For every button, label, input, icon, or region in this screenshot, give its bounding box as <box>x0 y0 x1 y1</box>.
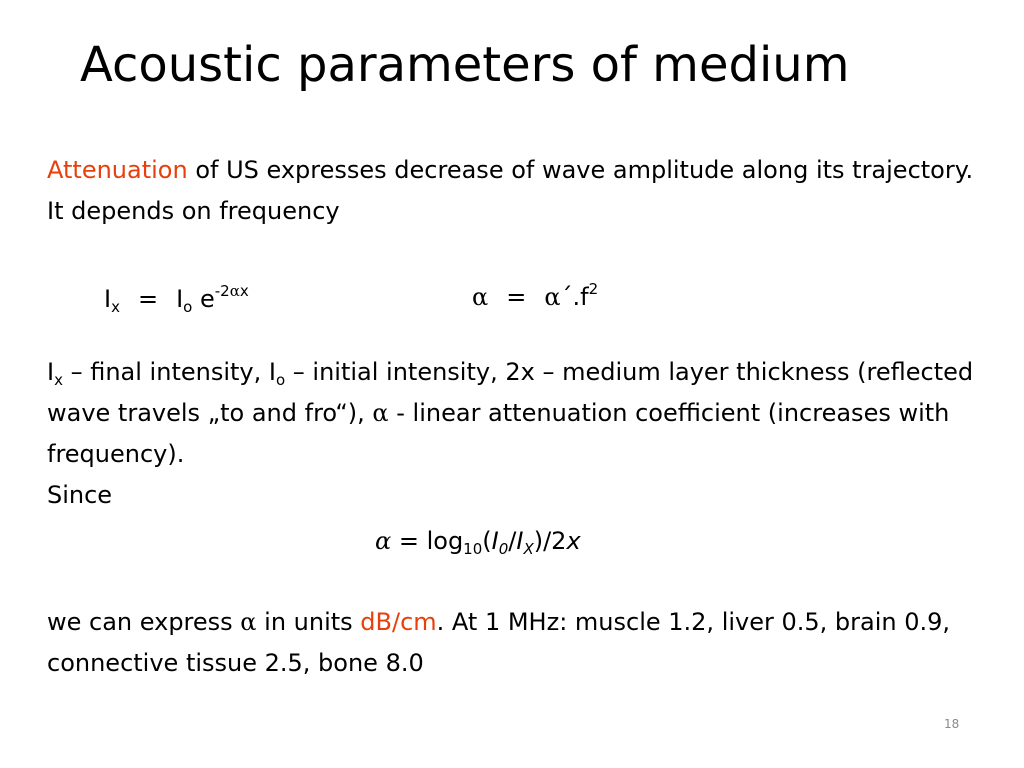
slide-title: Acoustic parameters of medium <box>80 37 850 93</box>
eq2-equals: = <box>506 283 527 311</box>
units-alpha: α <box>240 608 257 636</box>
def-alpha: α <box>372 399 389 427</box>
def-o-subscript: o <box>275 371 286 389</box>
attenuation-keyword: Attenuation <box>47 156 188 184</box>
eq1-I0: I <box>176 285 184 313</box>
def-x-subscript: x <box>54 371 63 389</box>
units-paragraph: we can express α in units dB/cm. At 1 MHz: muscle 1.2, liver 0.5, brain 0.9, connective tissue 2.5, bone 8.0 <box>47 608 951 677</box>
eq3-X-subscript: X <box>523 540 534 558</box>
eq1-x-subscript: x <box>111 298 120 316</box>
page-number: 18 <box>944 717 960 731</box>
def-I: I <box>47 358 55 386</box>
eq2-rest: ´.f <box>560 283 589 311</box>
eq2-alpha: α <box>472 283 489 311</box>
def-text-1: – final intensity, I <box>62 358 276 386</box>
intensity-equation <box>104 279 249 319</box>
eq3-0-subscript: 0 <box>498 540 509 558</box>
since-label: Since <box>47 481 113 509</box>
eq3-I0: I <box>491 527 499 555</box>
eq3-log: = log <box>391 527 464 555</box>
eq3-log-base: 10 <box>463 540 483 558</box>
eq2-superscript: 2 <box>588 280 599 298</box>
eq1-exponent: -2αx <box>214 282 249 300</box>
def-text-2: – initial intensity, 2x – medium layer thickness (reflected wave travels „to and fro“), <box>47 358 974 427</box>
eq1-o-subscript: o <box>183 298 193 316</box>
def-text-3: - linear attenuation coefficient (increases with frequency). <box>47 399 950 468</box>
eq3-IX: I <box>516 527 524 555</box>
alpha-log-equation: $\alpha = \log_{10}(I_0/I_X)/2x$ <box>375 527 581 558</box>
eq1-equals: = <box>137 285 159 313</box>
eq2-alpha-prime: α <box>544 283 561 311</box>
eq1-I: I <box>104 285 112 313</box>
eq3-alpha: α <box>375 527 392 555</box>
definitions-paragraph <box>47 352 987 516</box>
eq1-e: e <box>199 285 215 313</box>
attenuation-paragraph <box>47 150 987 232</box>
attenuation-values: . At 1 MHz: muscle 1.2, liver 0.5, brain 0.9, connective tissue 2.5, bone 8.0 <box>47 608 951 677</box>
attenuation-description: of US expresses decrease of wave amplitude along its trajectory. It depends on frequency <box>47 156 974 225</box>
eq3-x: x <box>566 527 581 555</box>
units-highlight: dB/cm <box>360 608 437 636</box>
alpha-frequency-equation <box>472 277 598 317</box>
